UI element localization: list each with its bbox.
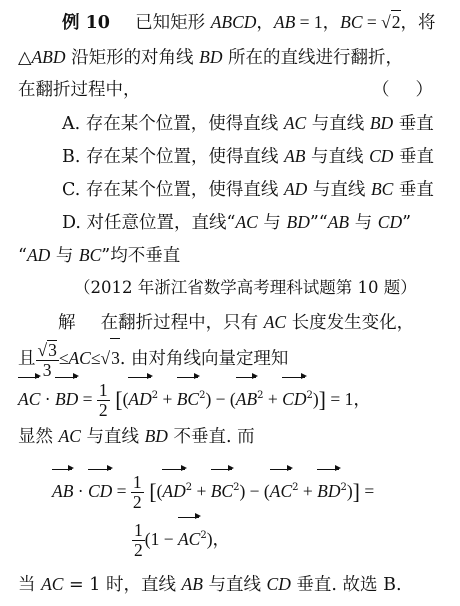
option-a: A. 存在某个位置，使得直线 AC 与直线 BD 垂直: [62, 113, 434, 134]
fraction-sqrt3-over-3: $\frac{√3}{3}$: [37, 339, 57, 380]
source-note: （2012 年浙江省数学高考理科试题第 10 题）: [74, 278, 417, 297]
fraction-half: $\frac{1}{2}$: [132, 472, 142, 512]
solution-line-1: 解 在翻折过程中，只有 AC 长度发生变化，: [58, 312, 415, 333]
fraction-half: $\frac{1}{2}$: [134, 520, 143, 560]
solution-label: 解: [58, 313, 76, 333]
problem-line-2: △ABD 沿矩形的对角线 BD 所在的直线进行翻折，: [18, 47, 404, 68]
problem-line-3: 在翻折过程中，: [18, 80, 141, 100]
fraction-half: $\frac{1}{2}$: [98, 380, 108, 420]
option-c: C. 存在某个位置，使得直线 AD 与直线 BC 垂直: [62, 179, 434, 200]
formula-1: AC · BD = $\frac{1}{2}$ $[(AD^2 + BC^2) - (AB^2 + CD^2)] = 1$，: [18, 380, 371, 420]
option-d: D. 对任意位置，直线“AC 与 BD”“AB 与 CD”: [62, 212, 412, 233]
formula-2: AB · CD = $\frac{1}{2}$ $[(AD^2 + BC^2) - (AC^2 + BD^2)]$ =: [52, 472, 375, 512]
solution-line-2: 且 $\frac{√3}{3}$ ≤AC≤√3. 由对角线向量定理知: [18, 339, 289, 380]
problem-line-1: 例 10 已知矩形 ABCD，AB = 1，BC = √2，将: [62, 12, 436, 33]
option-b: B. 存在某个位置，使得直线 AB 与直线 CD 垂直: [62, 146, 434, 167]
answer-blank: （ ）: [372, 80, 433, 100]
solution-conclusion: 当 AC = 1 时，直线 AB 与直线 CD 垂直. 故选 B.: [18, 574, 402, 595]
formula-3: $\frac{1}{2}$ $(1 - AC^2)$，: [134, 520, 231, 560]
option-d-cont: “AD 与 BC”均不垂直: [18, 245, 181, 266]
example-label: 例 10: [62, 13, 110, 33]
solution-line-4: 显然 AC 与直线 BD 不垂直. 而: [18, 426, 255, 447]
